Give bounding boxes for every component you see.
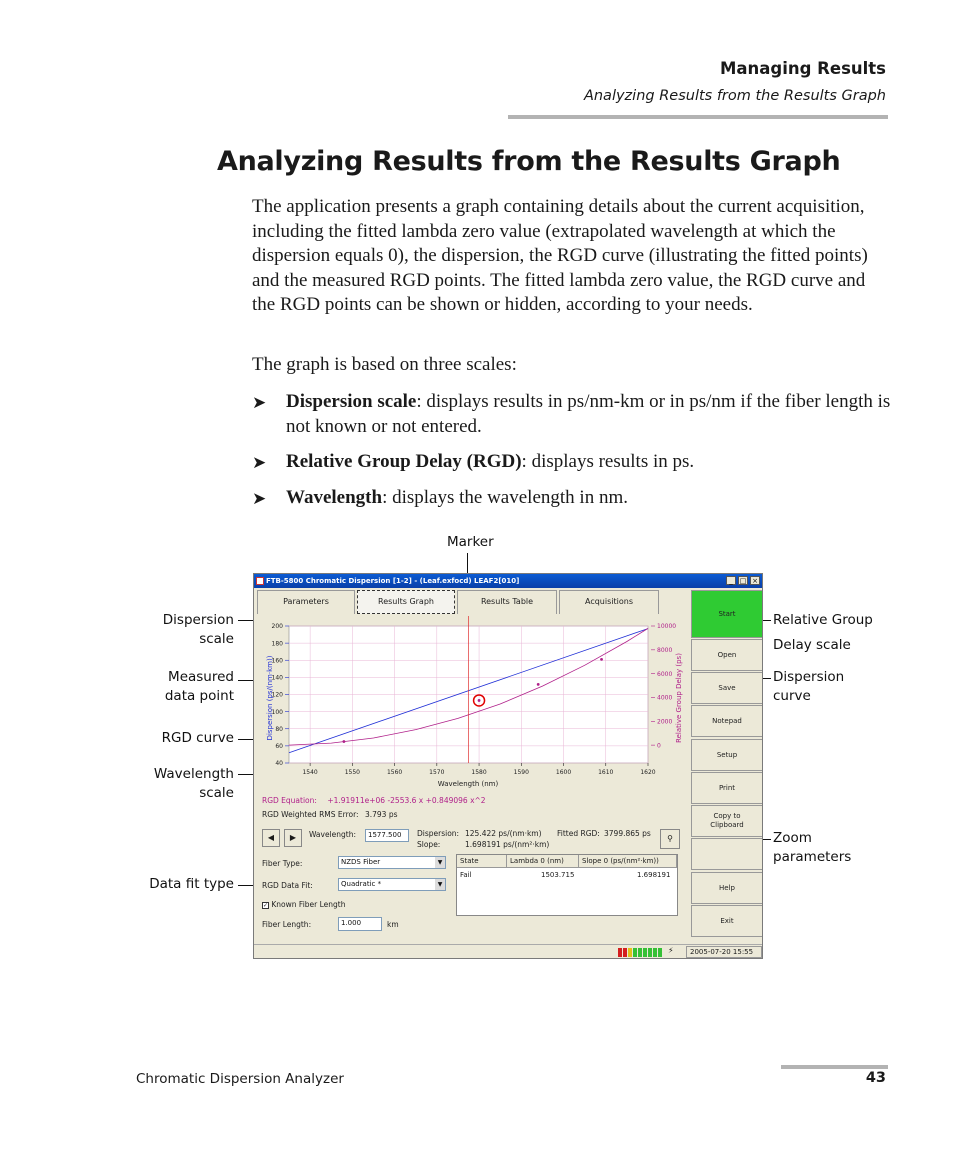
app-window — [253, 573, 763, 959]
callout-data-fit-type: Data fit type — [149, 876, 234, 892]
scales-intro: The graph is based on three scales: — [252, 354, 517, 375]
callout-text: Measured — [168, 669, 234, 685]
y2-axis-ticks — [651, 623, 676, 749]
y-tick-label: 140 — [271, 674, 283, 682]
page-number: 43 — [865, 1070, 886, 1086]
fiber-type-select[interactable] — [338, 856, 446, 869]
callout-text: Relative Group — [773, 612, 873, 628]
rgd-equation-value: +1.91911e+06 -2553.6 x +0.849096 x^2 — [327, 796, 486, 805]
callout-text: curve — [773, 688, 811, 704]
fitted-rgd-label: Fitted RGD: — [557, 829, 600, 838]
dispersion-label: Dispersion: — [417, 829, 460, 838]
marker-left-button[interactable]: ◀ — [262, 829, 280, 847]
rms-error-label: RGD Weighted RMS Error: — [262, 810, 359, 819]
x-tick-label: 1600 — [555, 769, 572, 776]
page-title: Analyzing Results from the Results Graph — [217, 146, 841, 177]
magnifier-icon: ⚲ — [667, 834, 673, 843]
results-graph[interactable] — [258, 616, 688, 794]
table-cell-state: Fail — [460, 871, 472, 879]
bullet-dispersion-scale — [252, 390, 892, 439]
callout-text: Dispersion — [773, 669, 845, 685]
fiber-type-label: Fiber Type: — [262, 859, 303, 868]
chevron-down-icon: ▼ — [435, 879, 445, 890]
level-indicator — [623, 948, 627, 957]
bullet-rgd — [252, 450, 892, 475]
callout-rgd-curve: RGD curve — [161, 730, 234, 746]
x-tick-label: 1550 — [344, 769, 360, 776]
y2-tick-label: 6000 — [657, 670, 673, 678]
checkmark-icon: ✓ — [263, 901, 269, 909]
level-indicator — [618, 948, 622, 957]
table-header: State — [457, 855, 507, 868]
tab-results-table[interactable]: Results Table — [457, 590, 557, 614]
table-cell-lambda: 1503.715 — [541, 871, 575, 879]
y-tick-label: 40 — [275, 760, 283, 768]
y2-tick-label: 4000 — [657, 694, 673, 702]
notepad-button[interactable]: Notepad — [691, 705, 763, 737]
callout-text: Wavelength — [153, 766, 234, 782]
wavelength-field[interactable]: 1577.500 — [365, 829, 409, 842]
blank-button[interactable] — [691, 838, 763, 870]
header-rule — [508, 115, 888, 119]
y2-tick-label: 10000 — [657, 623, 677, 631]
intro-paragraph: The application presents a graph containing details about the current acquisition, including the fitted lambda zero value (extrapolated wavelength at which the dispersion equals 0), the dispersion, the RGD curve (illustrating the fitted points) and the measured RGD points. The fitted lambda zero value, the RGD curve and the RGD points can be shown or hidden, according to your needs. — [252, 196, 868, 315]
slope-label: Slope: — [417, 840, 441, 849]
known-length-checkbox[interactable] — [262, 900, 346, 909]
tab-parameters[interactable]: Parameters — [257, 590, 355, 614]
bullet-term: Dispersion scale — [286, 391, 417, 412]
footer-product: Chromatic Dispersion Analyzer — [136, 1071, 344, 1087]
y-tick-label: 200 — [271, 623, 283, 631]
level-indicator — [633, 948, 637, 957]
close-button[interactable]: × — [750, 576, 760, 585]
y-tick-label: 120 — [271, 691, 283, 699]
bullet-wavelength — [252, 486, 892, 511]
window-title: FTB-5800 Chromatic Dispersion [1-2] - (Leaf.exfocd) LEAF2[010] — [266, 577, 520, 585]
callout-text: Delay scale — [773, 637, 851, 653]
y-tick-label: 100 — [271, 708, 283, 716]
setup-button[interactable]: Setup — [691, 739, 763, 771]
callout-marker: Marker — [447, 534, 494, 550]
wavelength-label: Wavelength: — [309, 830, 357, 839]
known-length-label: Known Fiber Length — [271, 900, 346, 909]
y-tick-label: 180 — [271, 640, 283, 648]
measured-data-point — [478, 699, 481, 702]
bullet-desc: : displays results in ps/nm-km or in ps/nm if the fiber length is not known or not entered. — [286, 391, 891, 437]
level-indicator — [653, 948, 657, 957]
footer-rule — [781, 1065, 888, 1069]
start-button[interactable]: Start — [691, 590, 763, 638]
x-tick-label: 1590 — [513, 769, 529, 776]
table-cell-slope: 1.698191 — [637, 871, 671, 879]
table-header: Lambda 0 (nm) — [507, 855, 579, 868]
power-plug-icon: ⚡ — [668, 946, 674, 955]
y2-axis-label: Relative Group Delay (ps) — [675, 653, 683, 743]
data-fit-select[interactable] — [338, 878, 446, 891]
level-indicator — [643, 948, 647, 957]
bullet-arrow-icon: ➤ — [252, 393, 267, 412]
help-button[interactable]: Help — [691, 872, 763, 904]
chevron-down-icon: ▼ — [435, 857, 445, 868]
callout-rgd-scale — [773, 611, 873, 655]
x-tick-label: 1620 — [640, 769, 656, 776]
bullet-arrow-icon: ➤ — [252, 453, 267, 472]
y2-tick-label: 2000 — [657, 718, 673, 726]
save-button[interactable]: Save — [691, 672, 763, 704]
y-tick-label: 60 — [275, 743, 283, 751]
table-header: Slope 0 (ps/(nm²·km)) — [579, 855, 677, 868]
x-axis-ticks — [302, 763, 655, 776]
callout-zoom — [773, 829, 851, 867]
x-tick-label: 1540 — [302, 769, 318, 776]
level-indicator — [658, 948, 662, 957]
header-subsection: Analyzing Results from the Results Graph — [583, 88, 886, 104]
data-fit-value: Quadratic * — [341, 880, 382, 888]
callout-text: scale — [199, 785, 234, 801]
x-tick-label: 1610 — [598, 769, 614, 776]
fiber-length-field[interactable]: 1.000 — [338, 917, 382, 931]
exit-button[interactable]: Exit — [691, 905, 763, 937]
measured-data-point — [600, 658, 603, 661]
copy-clipboard-button[interactable]: Copy to Clipboard — [691, 805, 763, 837]
level-indicator — [628, 948, 632, 957]
x-tick-label: 1580 — [471, 769, 487, 776]
callout-text: parameters — [773, 849, 852, 865]
measured-data-point — [537, 683, 540, 686]
fiber-length-unit: km — [387, 920, 399, 929]
minimize-button[interactable]: _ — [726, 576, 736, 585]
status-bar — [254, 944, 762, 959]
y-axis-ticks — [272, 623, 289, 767]
open-button[interactable]: Open — [691, 639, 763, 671]
measured-data-point — [343, 740, 346, 743]
fiber-length-label: Fiber Length: — [262, 920, 312, 929]
data-fit-label: RGD Data Fit: — [262, 881, 313, 890]
zoom-button[interactable] — [660, 829, 680, 849]
level-indicator — [648, 948, 652, 957]
callout-text: Dispersion — [162, 612, 234, 628]
bullet-desc: : displays results in ps. — [521, 451, 695, 472]
callout-dispersion-scale — [150, 611, 234, 649]
tab-results-graph[interactable]: Results Graph — [357, 590, 455, 614]
level-indicator — [638, 948, 642, 957]
y-axis-label: Dispersion (ps/(nm·km)) — [266, 655, 274, 741]
y2-tick-label: 0 — [657, 742, 661, 750]
callout-text: Zoom — [773, 830, 812, 846]
print-button[interactable]: Print — [691, 772, 763, 804]
tab-acquisitions[interactable]: Acquisitions — [559, 590, 659, 614]
bullet-arrow-icon: ➤ — [252, 489, 267, 508]
slope-value: 1.698191 ps/(nm²·km) — [465, 840, 550, 849]
callout-text: scale — [199, 631, 234, 647]
x-axis-label: Wavelength (nm) — [437, 780, 499, 788]
results-table — [456, 854, 678, 916]
callout-wavelength-scale — [140, 765, 234, 803]
fiber-type-value: NZDS Fiber — [341, 858, 381, 866]
bullet-term: Wavelength — [286, 487, 383, 508]
maximize-button[interactable]: □ — [739, 577, 747, 585]
y-tick-label: 160 — [271, 657, 283, 665]
x-tick-label: 1570 — [429, 769, 445, 776]
callout-text: data point — [164, 688, 234, 704]
app-logo-icon — [256, 577, 264, 585]
y-tick-label: 80 — [275, 725, 283, 733]
bullet-desc: : displays the wavelength in nm. — [382, 487, 628, 508]
timestamp: 2005-07-20 15:55 — [686, 946, 762, 958]
callout-measured-point — [150, 668, 234, 706]
header-section: Managing Results — [719, 59, 886, 78]
y2-tick-label: 8000 — [657, 647, 673, 655]
rms-error — [262, 810, 398, 819]
rgd-equation-label: RGD Equation: — [262, 796, 317, 805]
marker-right-button[interactable]: ▶ — [284, 829, 302, 847]
window-titlebar — [254, 574, 762, 588]
fitted-rgd-value: 3799.865 ps — [604, 829, 651, 838]
callout-dispersion-curve — [773, 668, 844, 706]
bullet-term: Relative Group Delay (RGD) — [286, 451, 522, 472]
rgd-equation — [262, 796, 486, 805]
rms-error-value: 3.793 ps — [364, 810, 398, 819]
x-tick-label: 1560 — [386, 769, 403, 776]
dispersion-value: 125.422 ps/(nm·km) — [465, 829, 542, 838]
